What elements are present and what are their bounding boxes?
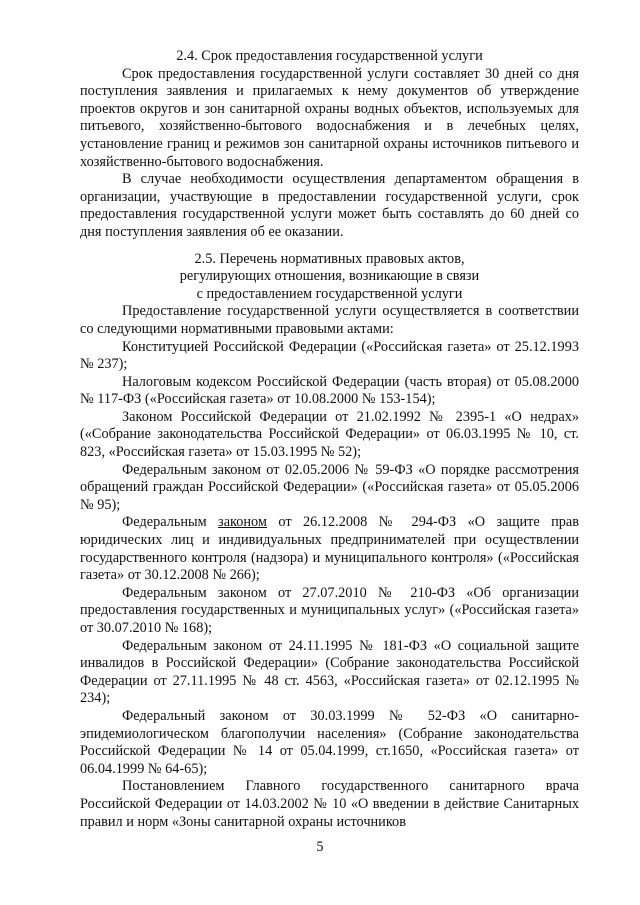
legal-act-item: Федеральным законом от 27.07.2010 № 210-ФЗ «Об организации предоставления государственных и муниципальных услуг» («Российская газета» от 30.07.2010 № 168); [80,584,579,636]
legal-act-item: Конституцией Российской Федерации («Российская газета» от 25.12.1993 № 237); [80,338,579,373]
paragraph: В случае необходимости осуществления департаментом обращения в организации, участвующие в предоставлении государственной услуги, срок предоставления государственной услуги может быть составлять до 60 дней со дня поступления заявления об ее оказании. [80,171,579,240]
intro-paragraph: Предоставление государственной услуги осуществляется в соответствии со следующими нормативными правовыми актами: [80,303,579,337]
heading-line: 2.4. Срок предоставления государственной услуги [176,48,483,64]
legal-act-item [80,514,579,584]
heading-line: с предоставлением государственной услуги [196,285,463,302]
legal-act-item: Налоговым кодексом Российской Федерации (часть вторая) от 05.08.2000 № 117-ФЗ («Российская газета» от 10.08.2000 № 153-154); [80,373,579,408]
section-2-5-heading [80,251,579,304]
heading-line: 2.5. Перечень нормативных правовых актов, [194,250,465,267]
heading-line: регулирующих отношения, возникающие в связи [179,268,480,285]
act-text: от 26.12.2008 № 294-ФЗ «О защите прав юридических лиц и индивидуальных предпринимателей при осуществлении государственного контроля (надзора) и муниципального контроля» («Российская газета» от 30.12.2008 № 266); [80,514,579,584]
paragraph: Срок предоставления государственной услуги составляет 30 дней со дня поступления заявления и прилагаемых к нему документов об утверждение проектов округов и зон санитарной охраны водных объектов, используемых для питьевого, хозяйственно-бытового водоснабжения и в лечебных целях, установление границ и режимов зон санитарной охраны источников питьевого и хозяйственно-бытового водоснабжения. [80,65,579,170]
legal-act-item: Федеральным законом от 02.05.2006 № 59-ФЗ «О порядке рассмотрения обращений граждан Российской Федерации» («Российская газета» от 05.05.2006 № 95); [80,461,579,513]
page-content [80,48,579,831]
law-link[interactable]: законом [218,514,267,531]
section-2-4-heading [80,48,579,66]
page-number: 5 [316,839,324,855]
legal-act-item: Федеральный законом от 30.03.1999 № 52-ФЗ «О санитарно-эпидемиологическом благополучии населения» (Собрание законодательства Российской Федерации № 14 от 05.04.1999, ст.1650, «Российская газета» от 06.04.1999 № 64-65); [80,707,579,777]
legal-act-item: Законом Российской Федерации от 21.02.1992 № 2395-1 «О недрах» («Собрание законодательства Российской Федерации» от 06.03.1995 № 10, ст. 823, «Российская газета» от 15.03.1995 № 52); [80,408,579,461]
act-text: Федеральным [122,514,219,531]
legal-act-item: Постановлением Главного государственного санитарного врача Российской Федерации от 14.03.2002 № 10 «О введении в действие Санитарных правил и норм «Зоны санитарной охраны источников [80,778,579,830]
legal-act-item: Федеральным законом от 24.11.1995 № 181-ФЗ «О социальной защите инвалидов в Российской Федерации» (Собрание законодательства Российской Федерации от 27.11.1995 № 48 ст. 4563, «Российская газета» от 02.12.1995 № 234); [80,637,579,707]
spacer [80,242,579,251]
